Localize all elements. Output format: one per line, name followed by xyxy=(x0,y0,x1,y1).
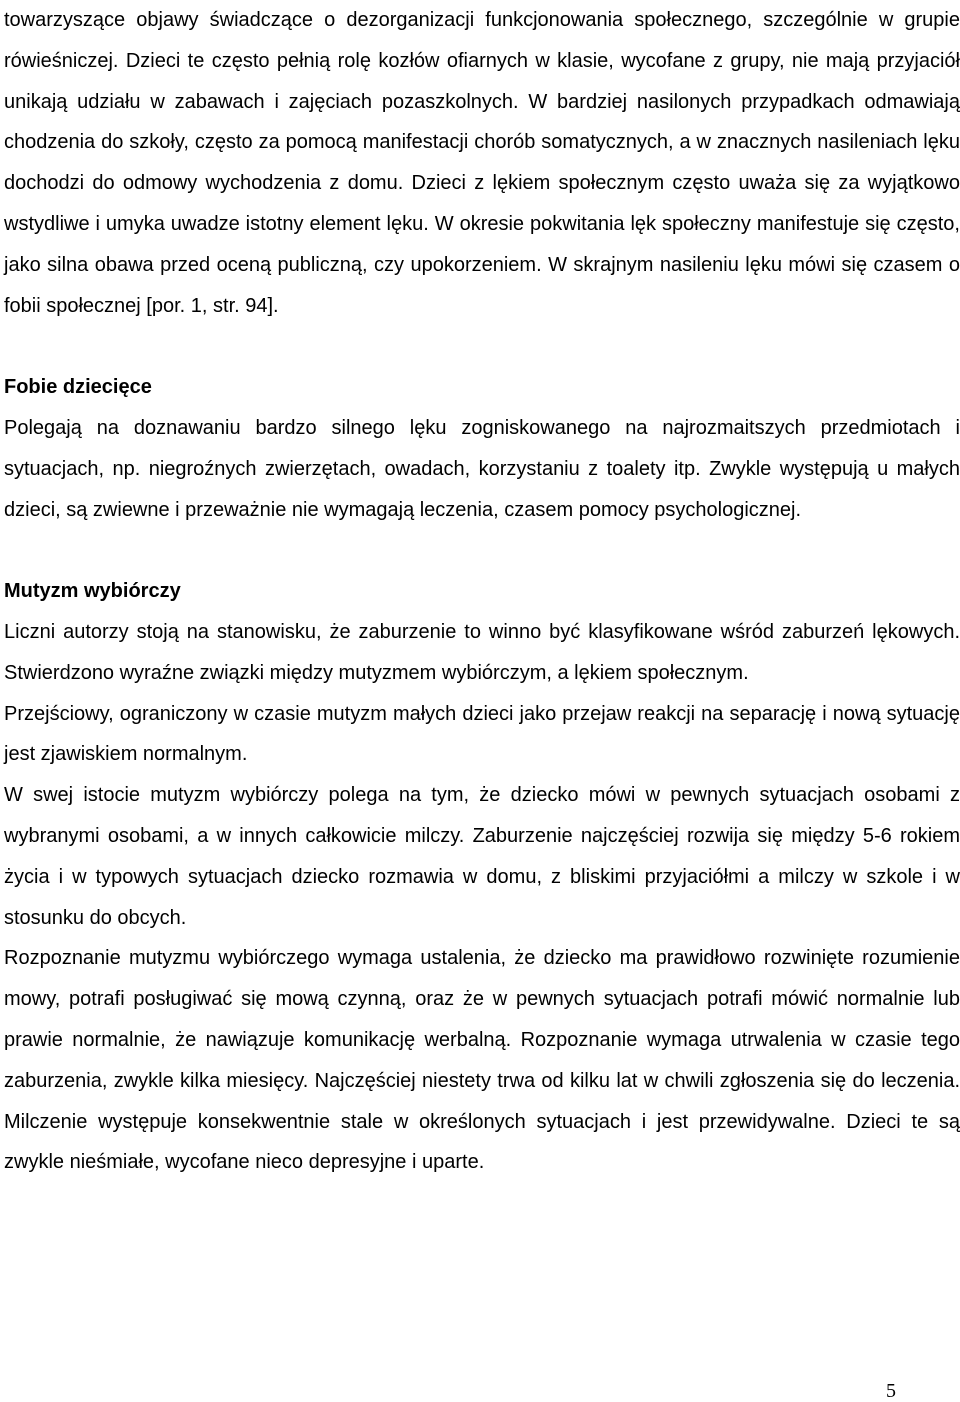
fobie-paragraph: Polegają na doznawaniu bardzo silnego lęku zogniskowanego na najrozmaitszych przedmiotach i sytuacjach, np. niegroźnych zwierzętach, owadach, korzystaniu z toalety itp. Zwykle występują u małych dzieci, są zwiewne i przeważnie nie wymagają leczenia, czasem pomocy psychologicznej. xyxy=(4,416,960,521)
section-spacer xyxy=(4,326,960,367)
section-spacer xyxy=(4,530,960,571)
intro-paragraph: towarzyszące objawy świadczące o dezorganizacji funkcjonowania społecznego, szczególnie w grupie rówieśniczej. Dzieci te często pełnią rolę kozłów ofiarnych w klasie, wycofane z grupy, nie mają przyjaciół unikają udziału w zabawach i zajęciach pozaszkolnych. W bardziej nasilonych przypadkach odmawiają chodzenia do szkoły, często za pomocą manifestacji chorób somatycznych, a w znacznych nasileniach lęku dochodzi do odmowy wychodzenia z domu. Dzieci z lękiem społecznym często uważa się za wyjątkowo wstydliwe i umyka uwadze istotny element lęku. W okresie pokwitania lęk społeczny manifestuje się często, jako silna obawa przed oceną publiczną, czy upokorzeniem. W skrajnym nasileniu lęku mówi się czasem o fobii społecznej [por. 1, str. 94]. xyxy=(4,9,960,317)
mutyzm-paragraph-2: Przejściowy, ograniczony w czasie mutyzm małych dzieci jako przejaw reakcji na separację i nową sytuację jest zjawiskiem normalnym. xyxy=(4,702,960,766)
page-number: 5 xyxy=(886,1380,896,1402)
document-page xyxy=(4,0,960,1183)
mutyzm-paragraph-1: Liczni autorzy stoją na stanowisku, że zaburzenie to winno być klasyfikowane wśród zaburzeń lękowych. Stwierdzono wyraźne związki między mutyzmem wybiórczym, a lękiem społecznym. xyxy=(4,620,960,684)
section-heading-mutyzm: Mutyzm wybiórczy xyxy=(4,580,181,603)
section-heading-fobie: Fobie dziecięce xyxy=(4,376,152,399)
mutyzm-paragraph-3: W swej istocie mutyzm wybiórczy polega na tym, że dziecko mówi w pewnych sytuacjach osobami z wybranymi osobami, a w innych całkowicie milczy. Zaburzenie najczęściej rozwija się między 5-6 rokiem życia i w typowych sytuacjach dziecko rozmawia w domu, z bliskimi przyjaciółmi a milczy w szkole i w stosunku do obcych. xyxy=(4,784,960,929)
mutyzm-paragraph-4: Rozpoznanie mutyzmu wybiórczego wymaga ustalenia, że dziecko ma prawidłowo rozwinięte rozumienie mowy, potrafi posługiwać się mową czynną, oraz że w pewnych sytuacjach potrafi mówić normalnie lub prawie normalnie, że nawiązuje komunikację werbalną. Rozpoznanie wymaga utrwalenia w czasie tego zaburzenia, zwykle kilka miesięcy. Najczęściej niestety trwa od kilku lat w chwili zgłoszenia się do leczenia. Milczenie występuje konsekwentnie stale w określonych sytuacjach i jest przewidywalne. Dzieci te są zwykle nieśmiałe, wycofane nieco depresyjne i uparte. xyxy=(4,947,960,1174)
